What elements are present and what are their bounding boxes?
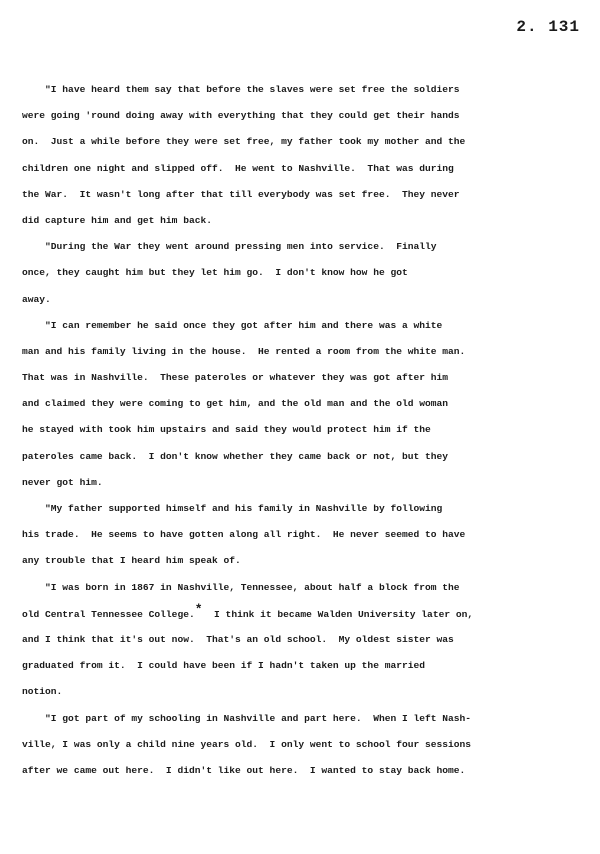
text-line-segment: old Central Tennessee College.	[22, 608, 195, 620]
page-number: 2. 131	[516, 18, 580, 36]
text-line: "I have heard them say that before the slaves were set free the soldiers	[22, 84, 460, 95]
text-line: did capture him and get him back.	[22, 214, 212, 226]
text-line-segment: I think it became Walden University later on,	[202, 608, 474, 620]
text-line: "During the War they went around pressing men into service. Finally	[22, 241, 437, 253]
text-line: on. Just a while before they were set free, my father took my mother and the	[22, 136, 466, 148]
text-line: any trouble that I heard him speak of.	[22, 555, 241, 567]
text-line: once, they caught him but they let him go. I don't know how he got	[22, 267, 408, 279]
text-line-with-footnote	[22, 601, 582, 627]
text-line: graduated from it. I could have been if I hadn't taken up the married	[22, 660, 426, 672]
text-line: children one night and slipped off. He went to Nashville. That was during	[22, 162, 454, 174]
text-line: away.	[22, 293, 51, 305]
text-line: "My father supported himself and his family in Nashville by following	[22, 503, 443, 514]
text-line: pateroles came back. I don't know whether they came back or not, but they	[22, 450, 449, 462]
text-line: "I got part of my schooling in Nashville and part here. When I left Nash-	[22, 712, 472, 724]
text-line: his trade. He seems to have gotten along all right. He never seemed to have	[22, 529, 466, 541]
text-line: "I was born in 1867 in Nashville, Tennessee, about half a block from the	[22, 581, 460, 593]
text-line: the War. It wasn't long after that till everybody was set free. They never	[22, 188, 460, 200]
text-line: never got him.	[22, 476, 103, 488]
text-line: were going 'round doing away with everything that they could get their hands	[22, 110, 460, 122]
text-line: ville, I was only a child nine years old. I only went to school four sessions	[22, 738, 472, 750]
text-line: he stayed with took him upstairs and said they would protect him if the	[22, 424, 431, 436]
text-line: That was in Nashville. These pateroles or whatever they was got after him	[22, 372, 449, 384]
text-line: after we came out here. I didn't like out here. I wanted to stay back home.	[22, 764, 466, 776]
text-line: "I can remember he said once they got after him and there was a white	[22, 319, 443, 331]
text-line: and I think that it's out now. That's an old school. My oldest sister was	[22, 633, 454, 645]
body-text	[22, 77, 582, 784]
footnote-marker: *	[194, 601, 203, 617]
text-line: and claimed they were coming to get him, and the old man and the old woman	[22, 398, 449, 410]
text-line: man and his family living in the house. He rented a room from the white man.	[22, 345, 466, 357]
text-line: notion.	[22, 686, 63, 698]
